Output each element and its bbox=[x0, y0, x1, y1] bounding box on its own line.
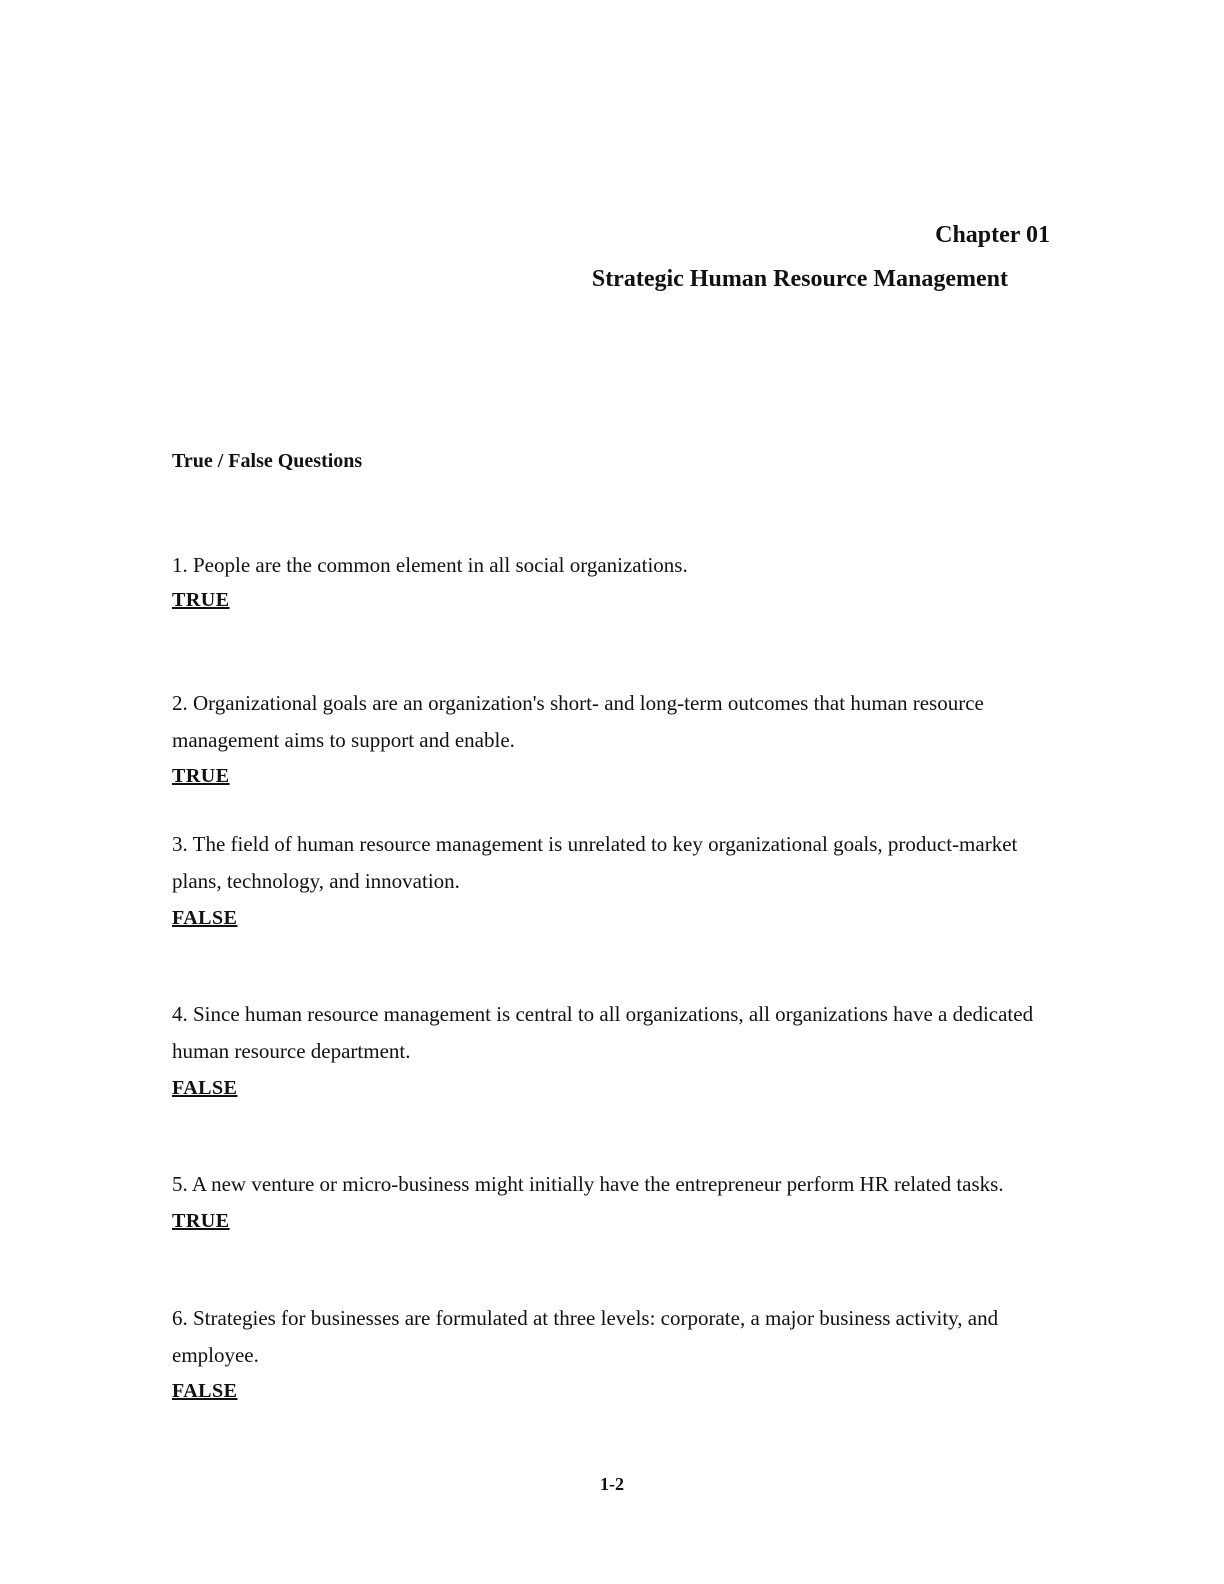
answer-label: TRUE bbox=[172, 765, 230, 787]
question-text: 4. Since human resource management is central to all organizations, all organizations have a dedicated human resource department. bbox=[172, 1002, 1034, 1063]
answer-label: FALSE bbox=[172, 1380, 238, 1402]
question-text: 3. The field of human resource management is unrelated to key organizational goals, product-market plans, technology, and innovation. bbox=[172, 832, 1018, 893]
section-title: True / False Questions bbox=[172, 450, 363, 472]
question-text: 5. A new venture or micro-business might initially have the entrepreneur perform HR related tasks. bbox=[172, 1172, 1004, 1196]
question-text: 2. Organizational goals are an organization's short- and long-term outcomes that human resource management aims to support and enable. bbox=[172, 691, 984, 752]
chapter-title: Strategic Human Resource Management bbox=[591, 266, 1008, 292]
question-text: 6. Strategies for businesses are formulated at three levels: corporate, a major business activity, and employee. bbox=[172, 1306, 999, 1367]
answer-label: TRUE bbox=[172, 589, 230, 611]
answer-label: TRUE bbox=[172, 1210, 230, 1232]
page-number: 1-2 bbox=[600, 1474, 624, 1494]
question-text: 1. People are the common element in all social organizations. bbox=[172, 553, 688, 577]
answer-label: FALSE bbox=[172, 1077, 238, 1099]
chapter-heading: Chapter 01 bbox=[935, 222, 1050, 248]
answer-label: FALSE bbox=[172, 907, 238, 929]
